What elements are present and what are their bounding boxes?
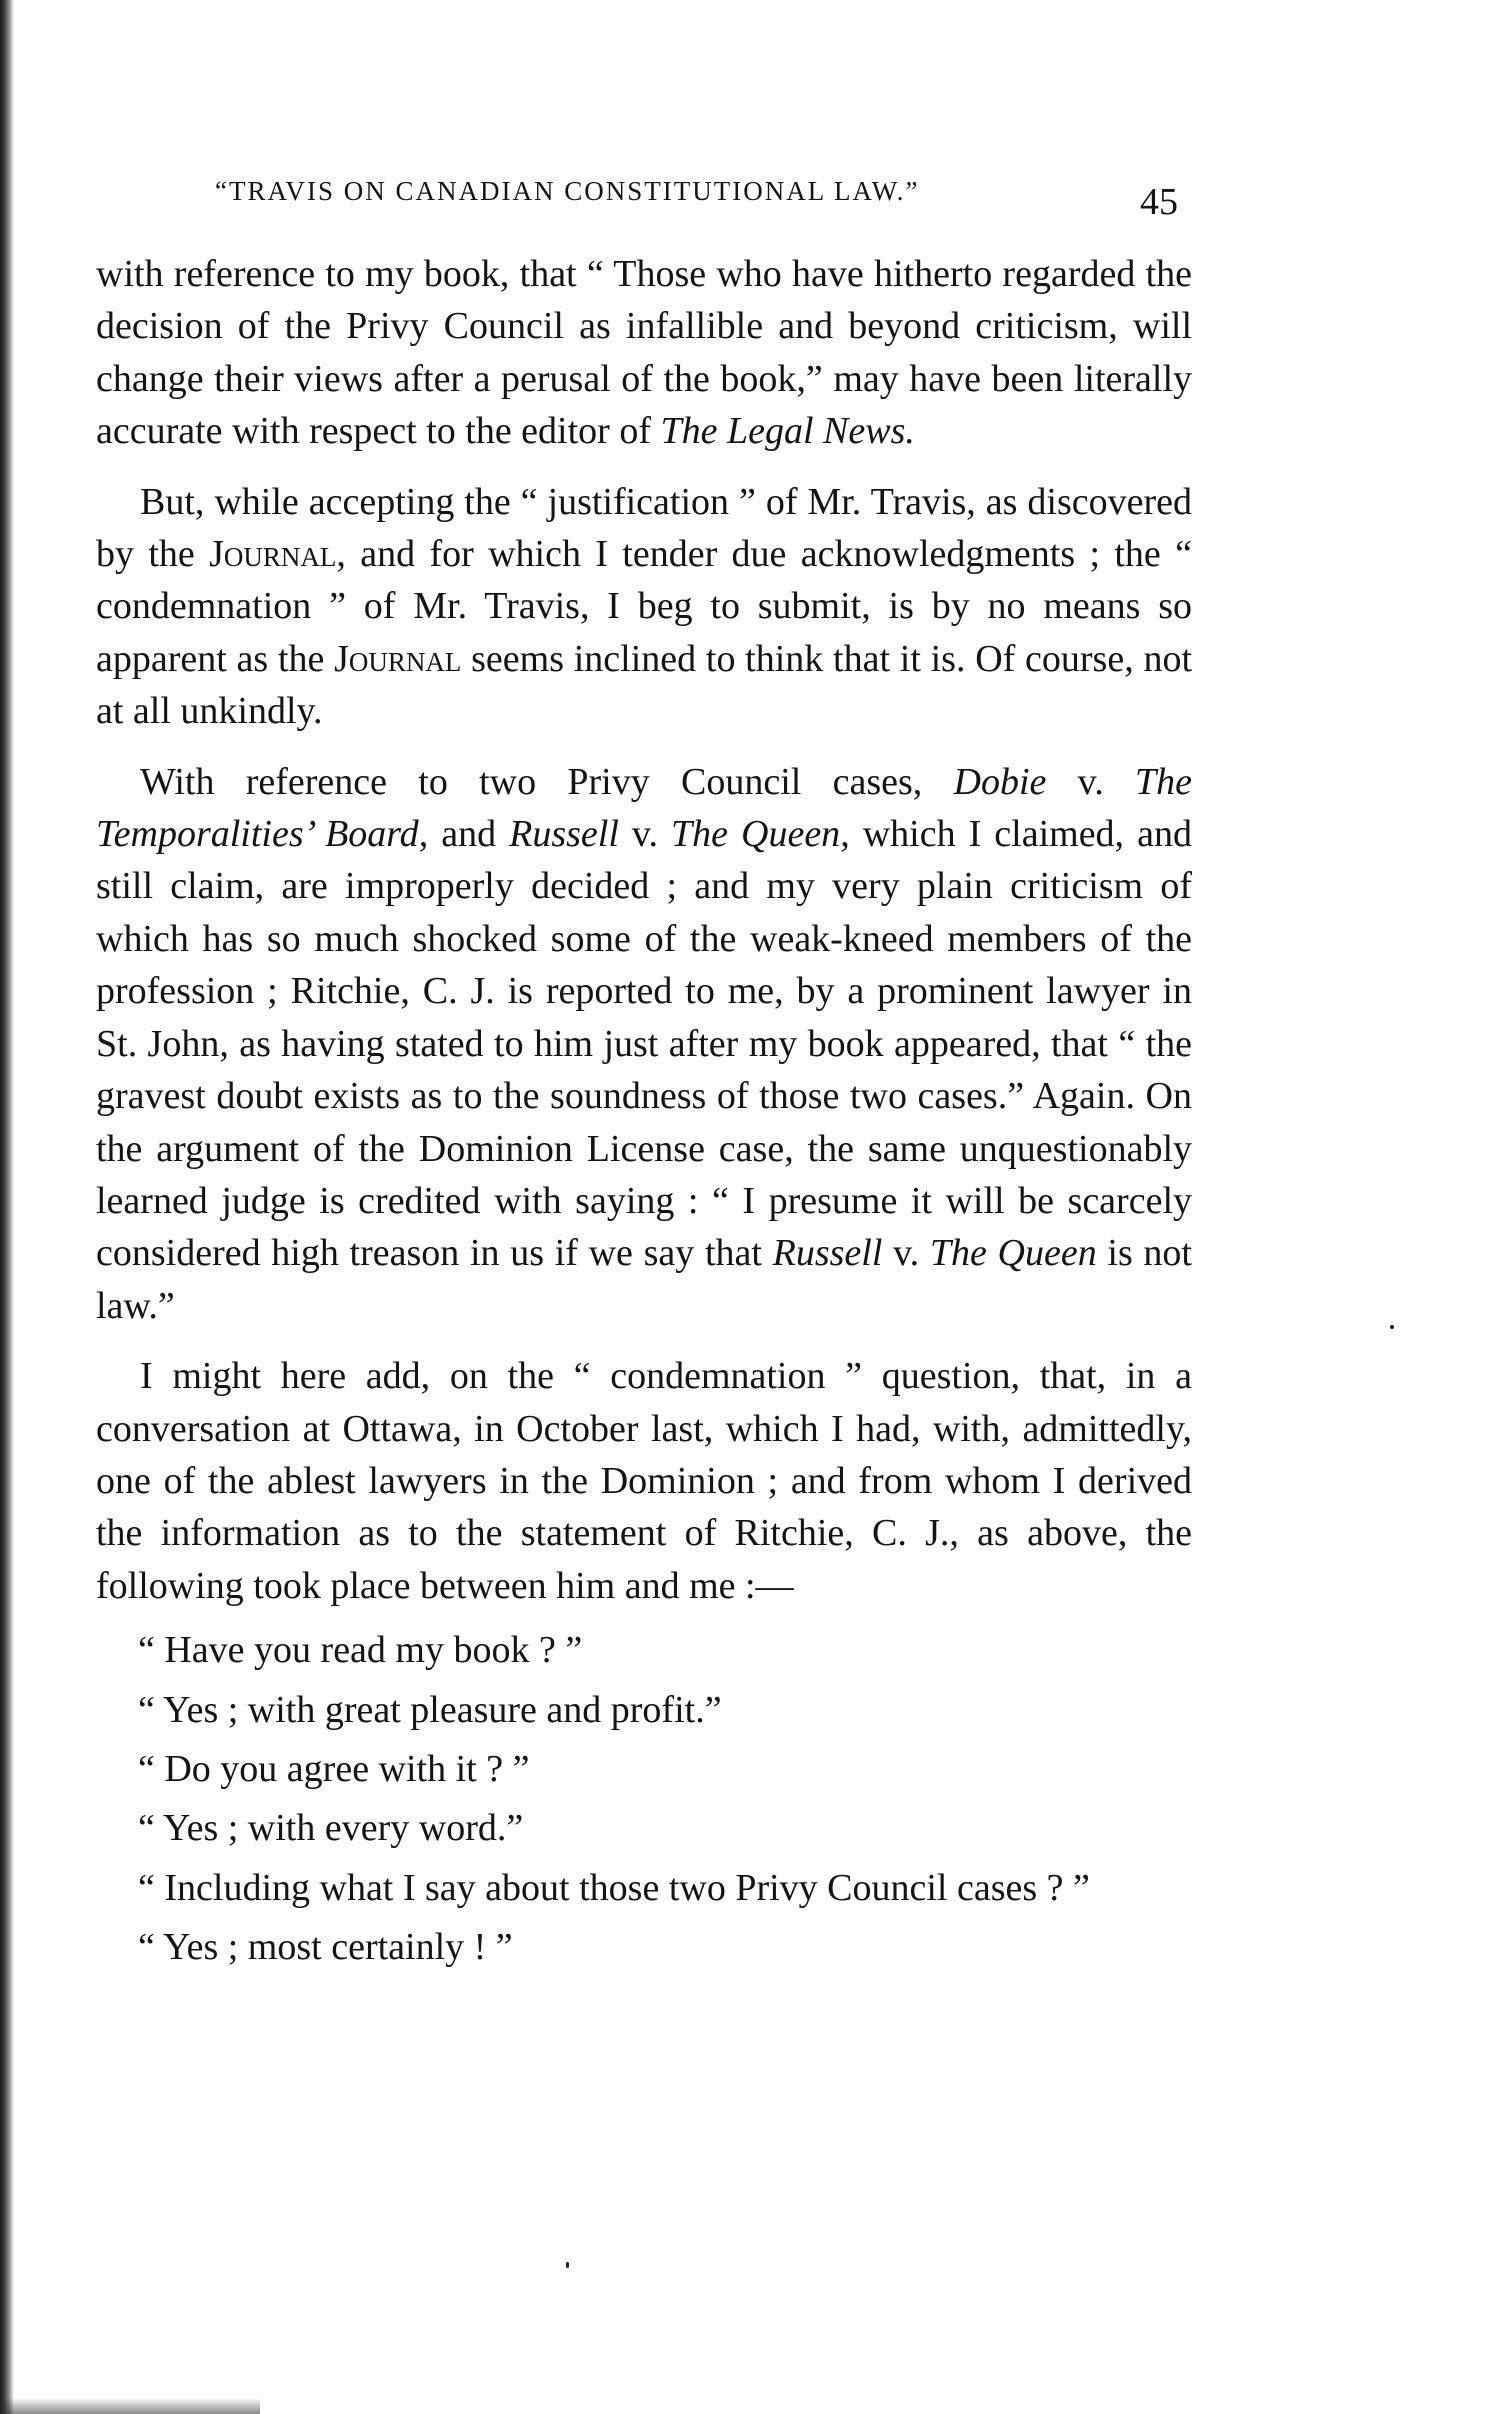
text-run: v. [882,1232,930,1275]
text-run: I might here add, on the “ condemnation ” question, that, in a conversation at Ottawa, in October last, which I had, with, admittedly, one of the ablest lawyers in the Dominion ; and from whom I derived the information as to the statement of Ritchie, C. J., as above, the following took place between him and me :— [96,1355,1192,1607]
case-name: Russell [509,813,619,856]
case-name: The Queen [929,1232,1097,1275]
running-header: “TRAVIS ON CANADIAN CONSTITUTIONAL LAW.” [215,176,920,206]
text-run: seems inclined to think that it is. Of course, not at all unkindly. [96,637,1193,733]
print-speck [566,2262,569,2268]
text-run: With reference to two Privy Council cases, [140,760,954,803]
text-run: is not law.” [96,1232,1192,1327]
case-name: Russell [772,1232,883,1275]
case-name: Dobie [953,760,1047,803]
dialogue-line: “ Have you read my book ? ” [138,1629,583,1672]
text-run: v. [1046,760,1135,803]
paragraph-3 [96,756,1192,1332]
text-run: But, while accepting the “ justification ” of Mr. Travis, as discovered by the [96,480,1192,576]
text-run: v. [618,813,671,856]
dialogue-line: “ Including what I say about those two Privy Council cases ? ” [138,1866,1090,1909]
page-bottom-edge-shadow [0,2398,260,2414]
page-left-edge-shadow [0,0,14,2414]
paragraph-2 [96,476,1192,738]
page-number: 45 [1140,181,1178,223]
text-run: with reference to my book, that “ Those who have hitherto regarded the decision of the Privy Council as infallible and beyond criticism, will change their views after a perusal of the book,” may have been literally accurate with respect to the editor of [96,253,1192,453]
text-run: , which I claimed, and still claim, are improperly decided ; and my very plain criticism of which has so much shocked some of the weak-kneed members of the profession ; Ritchie, C. J. is reported to me, by a prominent lawyer in St. John, as having stated to him just after my book appeared, that “ the gravest doubt exists as to the soundness of those two cases.” Again. On the argument of the Dominion License case, the same unquestionably learned judge is credited with saying : “ I presume it will be scarcely considered high treason in us if we say that [96,813,1192,1275]
dialogue-line: “ Yes ; most certainly ! ” [138,1926,513,1969]
case-name: The Queen [670,813,841,856]
print-speck [1390,1325,1394,1329]
page-body [96,248,1192,1981]
dialogue-line: “ Yes ; with great pleasure and profit.” [138,1688,722,1731]
small-caps-term: Journal [209,533,337,576]
italic-title: The Legal News. [660,410,915,453]
text-run: , and for which I tender due acknowledgments ; the “ condemnation ” of Mr. Travis, I beg to submit, is by no means so apparent as the [96,533,1192,680]
paragraph-4 [96,1350,1192,1612]
dialogue-line: “ Yes ; with every word.” [138,1807,524,1850]
case-name: The Temporalities’ Board [96,760,1192,856]
paragraph-1 [96,248,1192,458]
text-run: , and [418,813,510,856]
dialogue-line: “ Do you agree with it ? ” [138,1747,530,1790]
small-caps-term: Journal [334,637,462,680]
